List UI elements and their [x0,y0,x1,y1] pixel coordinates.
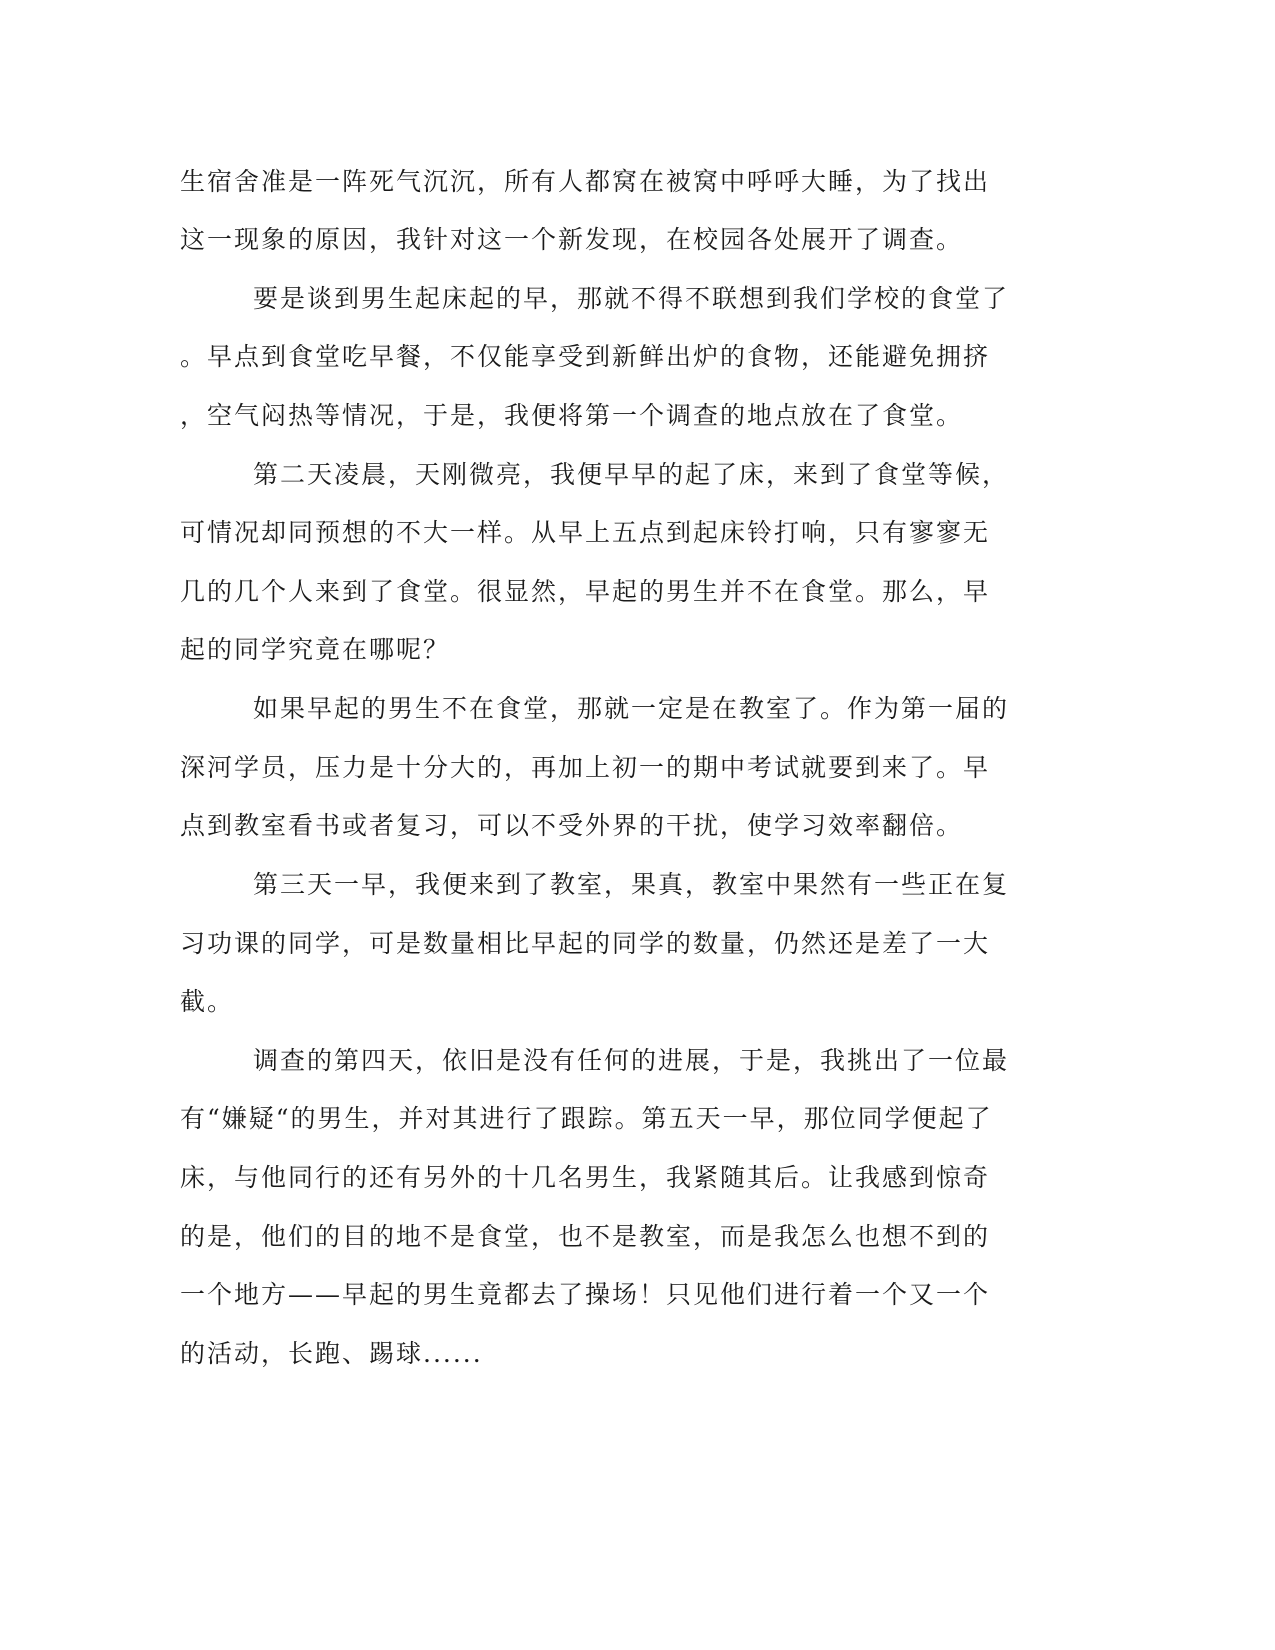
text-line: 生宿舍准是一阵死气沉沉，所有人都窝在被窝中呼呼大睡，为了找出 [180,167,991,196]
text-line: 可情况却同预想的不大一样。从早上五点到起床铃打响，只有寥寥无 [180,518,991,547]
text-line: 。早点到食堂吃早餐，不仅能享受到新鲜出炉的食物，还能避免拥挤 [180,342,991,371]
text-line: 起的同学究竟在哪呢？ [180,635,451,664]
paragraph-start-line: 调查的第四天，依旧是没有任何的进展，于是，我挑出了一位最 [253,1046,1010,1075]
text-line: ，空气闷热等情况，于是，我便将第一个调查的地点放在了食堂。 [180,401,964,430]
text-line: 这一现象的原因，我针对这一个新发现，在校园各处展开了调查。 [180,225,964,254]
text-line: 截。 [180,987,235,1016]
paragraph-start-line: 如果早起的男生不在食堂，那就一定是在教室了。作为第一届的 [253,694,1010,723]
text-line: 有“嫌疑“的男生，并对其进行了跟踪。第五天一早，那位同学便起了 [180,1104,993,1133]
text-line: 的是，他们的目的地不是食堂，也不是教室，而是我怎么也想不到的 [180,1222,991,1251]
text-line: 深河学员，压力是十分大的，再加上初一的期中考试就要到来了。早 [180,753,991,782]
text-line: 一个地方——早起的男生竟都去了操场！只见他们进行着一个又一个 [180,1280,991,1309]
paragraph-start-line: 第二天凌晨，天刚微亮，我便早早的起了床，来到了食堂等候， [253,460,1010,489]
text-line: 床，与他同行的还有另外的十几名男生，我紧随其后。让我感到惊奇 [180,1163,991,1192]
text-line: 几的几个人来到了食堂。很显然，早起的男生并不在食堂。那么，早 [180,577,991,606]
text-line: 的活动，长跑、踢球...... [180,1339,483,1368]
paragraph-start-line: 第三天一早，我便来到了教室，果真，教室中果然有一些正在复 [253,870,1010,899]
text-line: 点到教室看书或者复习，可以不受外界的干扰，使学习效率翻倍。 [180,811,964,840]
paragraph-start-line: 要是谈到男生起床起的早，那就不得不联想到我们学校的食堂了 [253,284,1010,313]
text-line: 习功课的同学，可是数量相比早起的同学的数量，仍然还是差了一大 [180,929,991,958]
